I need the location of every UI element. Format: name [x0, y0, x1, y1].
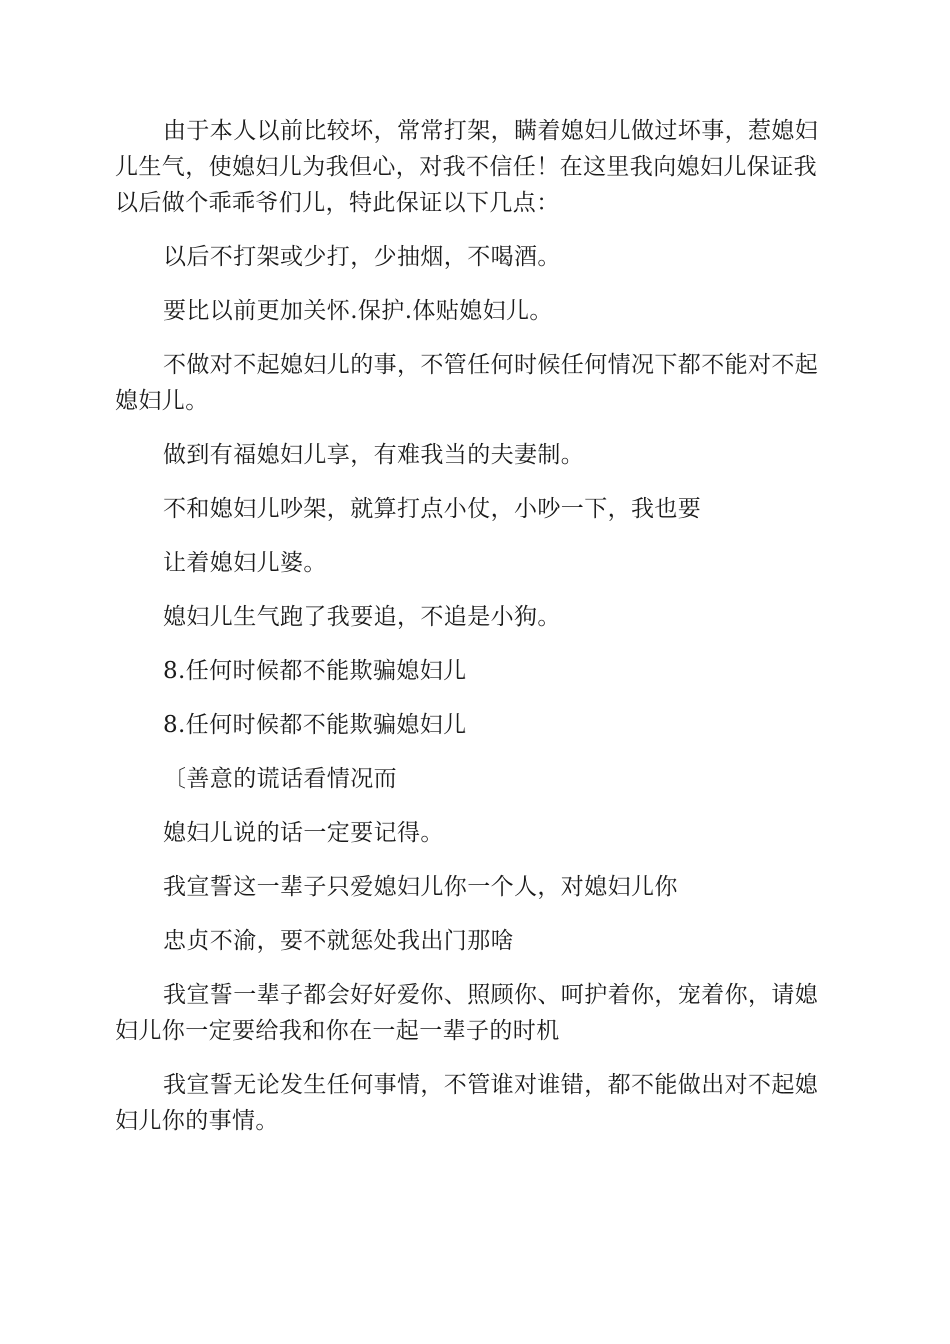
paragraph: 我宣誓无论发生任何事情，不管谁对谁错，都不能做出对不起媳妇儿你的事情。 [115, 1072, 819, 1134]
paragraph: 让着媳妇儿婆。 [163, 550, 327, 576]
paragraph: 不做对不起媳妇儿的事，不管任何时候任何情况下都不能对不起媳妇儿。 [115, 352, 819, 414]
paragraph: 〔善意的谎话看情况而 [163, 766, 397, 792]
paragraph: 媳妇儿生气跑了我要追，不追是小狗。 [163, 604, 561, 630]
paragraph: 忠贞不渝，要不就惩处我出门那啥 [163, 928, 514, 954]
paragraph: 不和媳妇儿吵架，就算打点小仗，小吵一下，我也要 [163, 496, 702, 522]
paragraph: 媳妇儿说的话一定要记得。 [163, 820, 444, 846]
paragraph: 由于本人以前比较坏，常常打架，瞒着媳妇儿做过坏事，惹媳妇儿生气，使媳妇儿为我但心，对我不信任！在这里我向媳妇儿保证我以后做个乖乖爷们儿，特此保证以下几点： [115, 118, 819, 216]
paragraph: 要比以前更加关怀.保护.体贴媳妇儿。 [163, 298, 553, 324]
document-body [115, 113, 835, 1157]
paragraph: 我宣誓这一辈子只爱媳妇儿你一个人，对媳妇儿你 [163, 874, 678, 900]
paragraph: 以后不打架或少打，少抽烟，不喝酒。 [163, 244, 561, 270]
paragraph: 我宣誓一辈子都会好好爱你、照顾你、呵护着你，宠着你，请媳妇儿你一定要给我和你在一起一辈子的时机 [115, 982, 819, 1044]
paragraph: 做到有福媳妇儿享，有难我当的夫妻制。 [163, 442, 585, 468]
paragraph: 8.任何时候都不能欺骗媳妇儿 [163, 712, 467, 738]
paragraph: 8.任何时候都不能欺骗媳妇儿 [163, 658, 467, 684]
